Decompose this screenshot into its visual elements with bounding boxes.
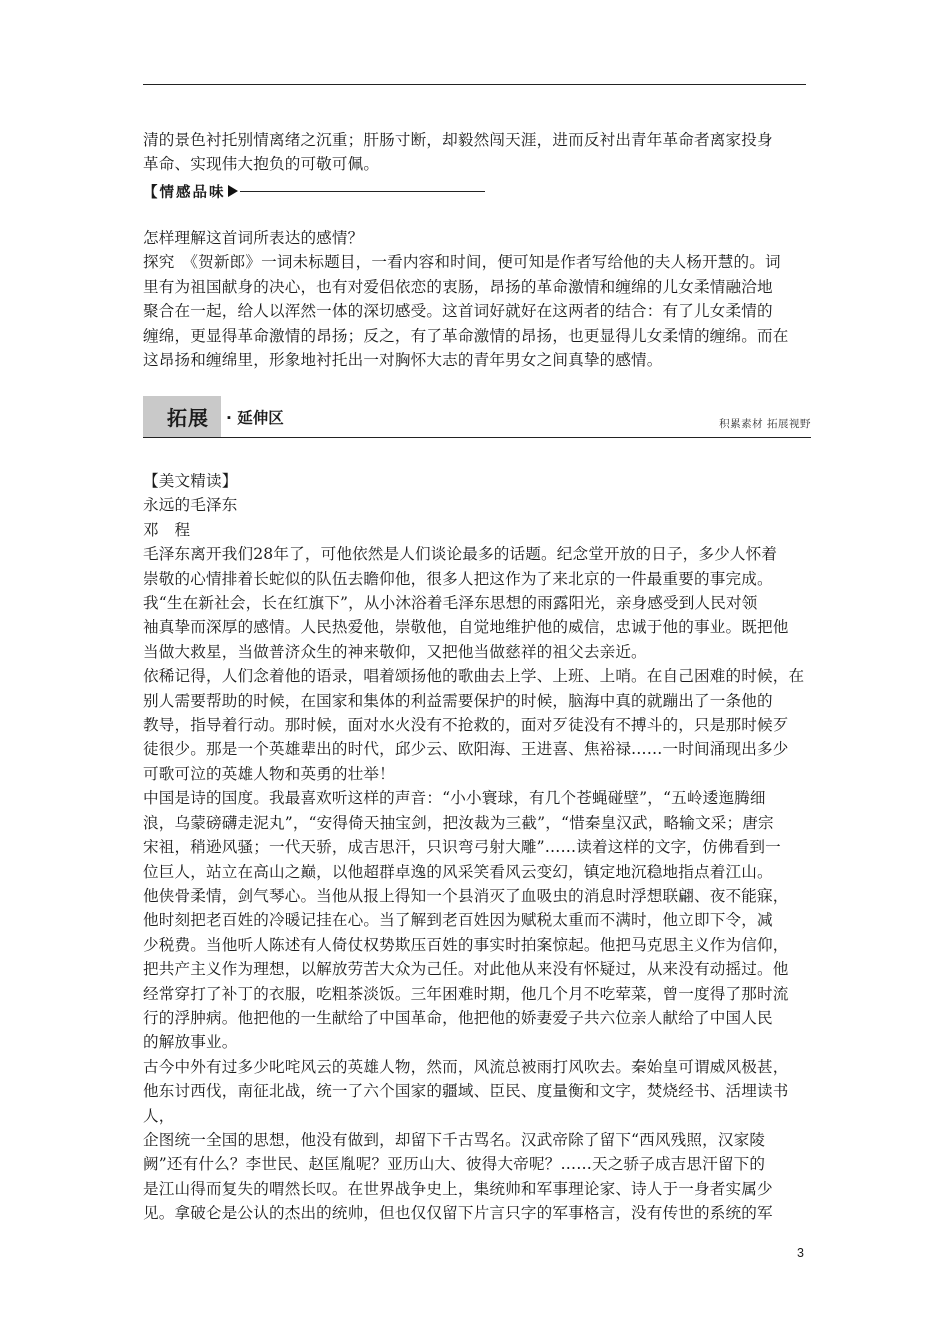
text-line: 他东讨西伐，南征北战，统一了六个国家的疆域、臣民、度量衡和文字，焚烧经书、活埋读书人， (143, 1082, 789, 1125)
text-line: 永远的毛泽东 (143, 496, 238, 515)
text-line: 革命、实现伟大抱负的可敬可佩。 (143, 155, 380, 174)
text-line: 位巨人，站立在高山之巅，以他超群卓逸的风采笑看风云变幻，镇定地沉稳地指点着江山。 (143, 862, 773, 881)
text-line: 是江山得而复失的喟然长叹。在世界战争史上，集统帅和军事理论家、诗人于一身者实属少 (143, 1179, 773, 1198)
text-line: 毛泽东离开我们28年了，可他依然是人们谈论最多的话题。纪念堂开放的日子，多少人怀着 (143, 545, 778, 564)
extension-banner (143, 396, 811, 438)
banner-rule (143, 437, 811, 438)
article-body (143, 469, 811, 1226)
text-line: 别人需要帮助的时候，在国家和集体的利益需要保护的时候，脑海中真的就蹦出了一条他的 (143, 691, 773, 710)
text-line: 企图统一全国的思想，他没有做到，却留下千古骂名。汉武帝除了留下“西风残照，汉家陵 (143, 1130, 766, 1149)
text-line: 经常穿打了补丁的衣服，吃粗茶淡饭。三年困难时期，他几个月不吃荤菜，曾一度得了那时流 (143, 984, 789, 1003)
text-line: 可歌可泣的英雄人物和英勇的壮举！ (143, 764, 395, 783)
text-line: 见。拿破仑是公认的杰出的统帅，但也仅仅留下片言只字的军事格言，没有传世的系统的军 (143, 1204, 773, 1223)
text-line: 徒很少。那是一个英雄辈出的时代，邱少云、欧阳海、王进喜、焦裕禄……一时间涌现出多少 (143, 740, 789, 759)
text-line: 少税费。当他听人陈述有人倚仗权势欺压百姓的事实时拍案惊起。他把马克思主义作为信仰， (143, 935, 789, 954)
text-line: 我“生在新社会，长在红旗下”，从小沐浴着毛泽东思想的雨露阳光，亲身感受到人民对领 (143, 594, 758, 613)
text-line: 行的浮肿病。他把他的一生献给了中国革命，他把他的娇妻爱子共六位亲人献给了中国人民 (143, 1008, 773, 1027)
text-line: 邓 程 (143, 520, 191, 539)
text-line: 清的景色衬托别情离绪之沉重；肝肠寸断，却毅然闯天涯，进而反衬出青年革命者离家投身 (143, 131, 773, 149)
text-line: 他侠骨柔情，剑气琴心。当他从报上得知一个县消灭了血吸虫的消息时浮想联翩、夜不能寐， (143, 886, 789, 905)
text-line: 的解放事业。 (143, 1033, 238, 1052)
triangle-arrow-icon (228, 185, 238, 197)
text-line: 探究 《贺新郎》一词未标题目，一看内容和时间，便可知是作者写给他的夫人杨开慧的。词 (143, 253, 781, 272)
paragraph-analysis-end (143, 128, 811, 177)
text-line: 中国是诗的国度。我最喜欢听这样的声音：“小小寰球，有几个苍蝇碰壁”，“五岭逶迤腾细 (143, 789, 766, 808)
top-rule (143, 84, 806, 85)
text-line: 聚合在一起，给人以浑然一体的深切感受。这首词好就好在这两者的结合：有了儿女柔情的 (143, 302, 773, 321)
text-line: 缠绵，更显得革命激情的昂扬；反之，有了革命激情的昂扬，也更显得儿女柔情的缠绵。而在 (143, 326, 789, 345)
text-line: 袖真挚而深厚的感情。人民热爱他，崇敬他，自觉地维护他的威信，忠诚于他的事业。既把他 (143, 618, 789, 637)
text-line: 他时刻把老百姓的冷暖记挂在心。当了解到老百姓因为赋税太重而不满时，他立即下令，减 (143, 911, 773, 930)
paragraph-emotion (143, 226, 811, 372)
text-line: 依稀记得，人们念着他的语录，唱着颂扬他的歌曲去上学、上班、上哨。在自己困难的时候，在 (143, 667, 805, 686)
banner-subtitle: · 延伸区 (226, 409, 284, 427)
banner-tagline: 积累素材 拓展视野 (719, 418, 811, 430)
banner-title: 拓展 (167, 406, 209, 430)
text-line: 把共产主义作为理想，以解放劳苦大众为己任。对此他从来没有怀疑过，从来没有动摇过。他 (143, 960, 789, 979)
section-heading-label: 【情感品味 (143, 184, 226, 201)
text-line: 崇敬的心情排着长蛇似的队伍去瞻仰他，很多人把这作为了来北京的一件最重要的事完成。 (143, 569, 773, 588)
section-heading-emotion (143, 180, 485, 202)
text-line: 当做大救星，当做普济众生的神来敬仰，又把他当做慈祥的祖父去亲近。 (143, 642, 647, 661)
text-line: 宋祖，稍逊风骚；一代天骄，成吉思汗，只识弯弓射大雕”……读着这样的文字，仿佛看到一 (143, 838, 781, 857)
heading-rule (240, 191, 485, 192)
text-line: 古今中外有过多少叱咤风云的英雄人物，然而，风流总被雨打风吹去。秦始皇可谓威风极甚， (143, 1057, 789, 1076)
text-line: 教导，指导着行动。那时候，面对水火没有不抢救的，面对歹徒没有不搏斗的，只是那时候歹 (143, 716, 789, 735)
text-line: 【美文精读】 (143, 472, 238, 490)
text-line: 怎样理解这首词所表达的感情？ (143, 229, 364, 247)
page-number: 3 (797, 1246, 804, 1260)
text-line: 阙”还有什么？李世民、赵匡胤呢？亚历山大、彼得大帝呢？……天之骄子成吉思汗留下的 (143, 1155, 766, 1174)
text-line: 这昂扬和缠绵里，形象地衬托出一对胸怀大志的青年男女之间真挚的感情。 (143, 351, 663, 370)
text-line: 里有为祖国献身的决心，也有对爱侣依恋的衷肠，昂扬的革命激情和缠绵的儿女柔情融洽地 (143, 277, 773, 296)
text-line: 浪，乌蒙磅礴走泥丸”，“安得倚天抽宝剑，把汝裁为三截”，“惜秦皇汉武，略输文采；唐宗 (143, 813, 774, 832)
